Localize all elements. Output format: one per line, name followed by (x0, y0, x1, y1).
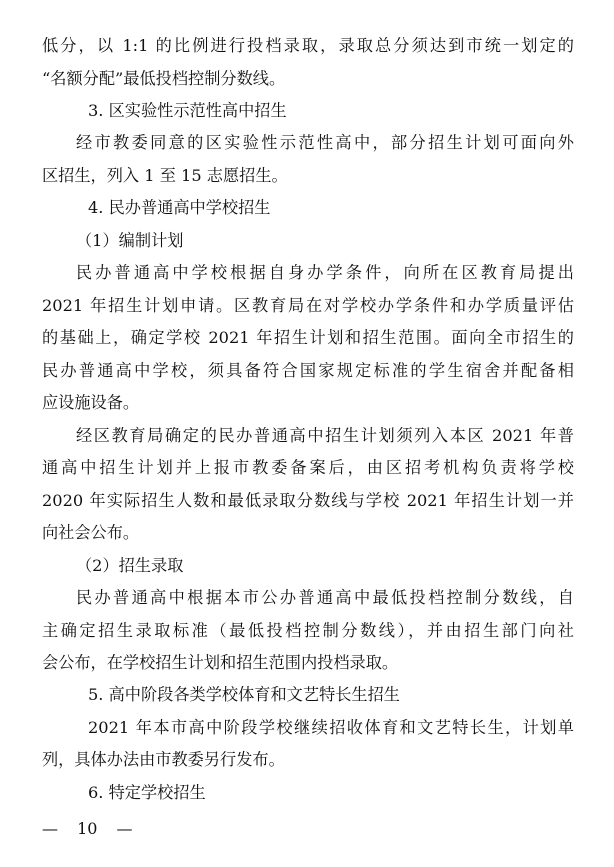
text-line: 2021 年招生计划申请。区教育局在对学校办学条件和办学质量评估 (42, 296, 574, 315)
text-line: 经市教委同意的区实验性示范性高中，部分招生计划可面向外 (76, 133, 574, 152)
text-line: 区招生，列入 1 至 15 志愿招生。 (42, 166, 288, 185)
text-line: 2020 年实际招生人数和最低录取分数线与学校 2021 年招生计划一并 (42, 491, 574, 510)
page-footer (42, 817, 133, 841)
text-line: 的基础上，确定学校 2021 年招生计划和招生范围。面向全市招生的 (42, 328, 574, 347)
page-number: 10 (77, 819, 98, 838)
footer-dash-left: — (42, 819, 58, 838)
section-heading: 4. 民办普通高中学校招生 (88, 198, 271, 217)
text-line: 民办普通高中学校根据自身办学条件，向所在区教育局提出 (76, 263, 574, 282)
text-line: 向社会公布。 (42, 523, 140, 542)
subsection-heading: （2）招生录取 (76, 556, 184, 575)
text-line: 通高中招生计划并上报市教委备案后，由区招考机构负责将学校 (42, 458, 574, 477)
section-heading: 3. 区实验性示范性高中招生 (88, 101, 287, 120)
text-line: 经区教育局确定的民办普通高中招生计划须列入本区 2021 年普 (76, 426, 574, 445)
text-line: 2021 年本市高中阶段学校继续招收体育和文艺特长生，计划单 (88, 718, 574, 737)
text-line: “名额分配”最低投档控制分数线。 (42, 69, 286, 88)
subsection-heading: （1）编制计划 (76, 231, 184, 250)
section-heading: 6. 特定学校招生 (88, 783, 206, 802)
text-line: 民办普通高中学校，须具备符合国家规定标准的学生宿舍并配备相 (42, 361, 574, 380)
footer-dash-right: — (116, 819, 133, 838)
text-line: 低分，以 1:1 的比例进行投档录取，录取总分须达到市统一划定的 (42, 36, 574, 55)
section-heading: 5. 高中阶段各类学校体育和文艺特长生招生 (88, 685, 400, 704)
text-line: 民办普通高中根据本市公办普通高中最低投档控制分数线，自 (76, 588, 574, 607)
text-line: 会公布，在学校招生计划和招生范围内投档录取。 (42, 653, 399, 672)
text-line: 主确定招生录取标准（最低投档控制分数线），并由招生部门向社 (42, 621, 574, 640)
text-line: 列，具体办法由市教委另行发布。 (42, 750, 285, 769)
text-line: 应设施设备。 (42, 393, 140, 412)
